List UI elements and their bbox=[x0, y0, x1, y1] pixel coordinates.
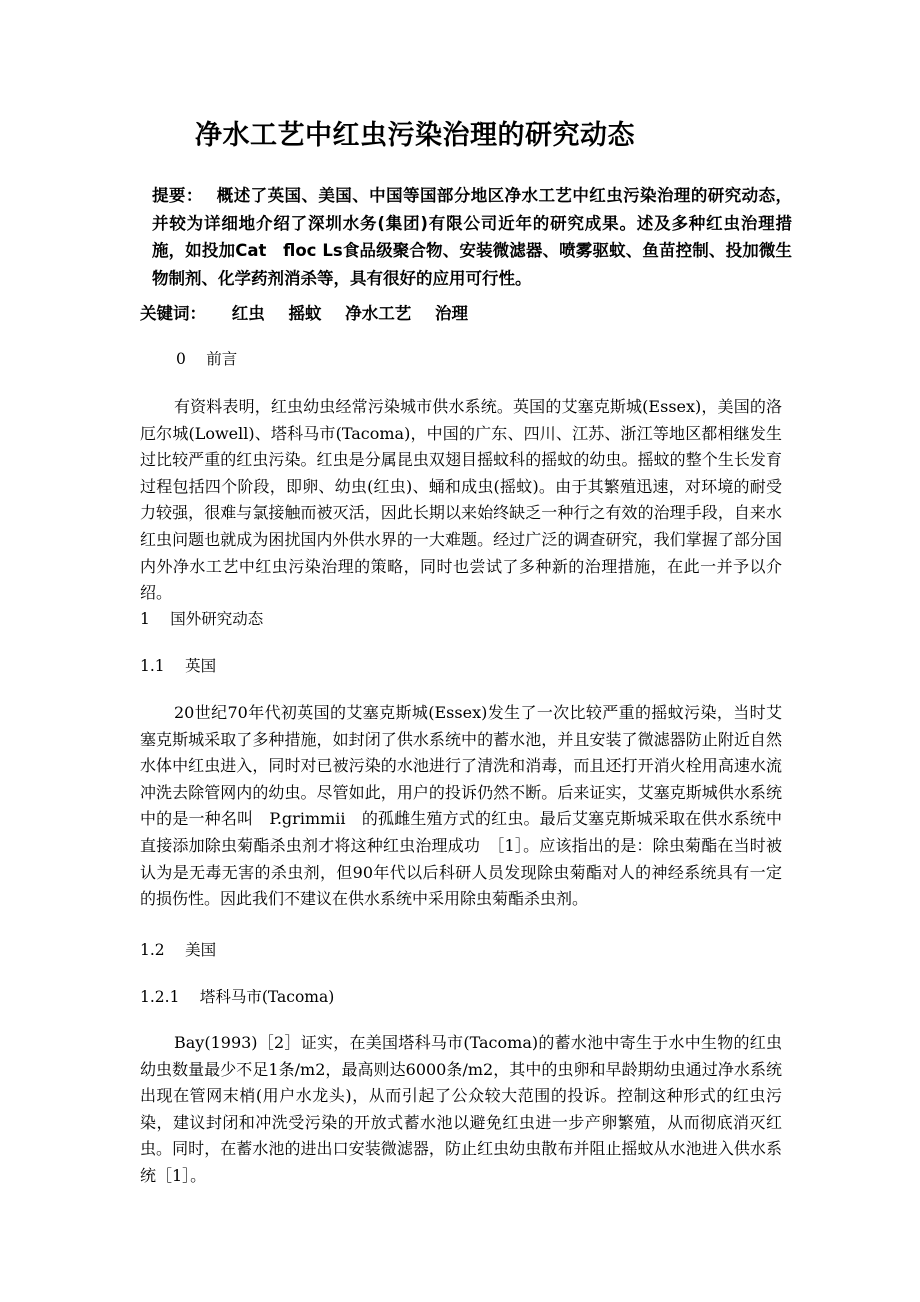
paragraph-preface: 有资料表明，红虫幼虫经常污染城市供水系统。英国的艾塞克斯城(Essex)，美国的洛厄尔城(Lowell)、塔科马市(Tacoma)，中国的广东、四川、江苏、浙江等地区都相继发生过比较严重的红虫污染。红虫是分属昆虫双翅目摇蚊科的摇蚊的幼虫。摇蚊的整个生长发育过程包括四个阶段，即卵、幼虫(红虫)、蛹和成虫(摇蚊)。由于其繁殖迅速，对环境的耐受力较强，很难与氯接触而被灭活，因此长期以来始终缺乏一种行之有效的治理手段，自来水红虫问题也就成为困扰国内外供水界的一大难题。经过广泛的调查研究，我们掌握了部分国内外净水工艺中红虫污染治理的策略，同时也尝试了多种新的治理措施，在此一并予以介绍。 bbox=[140, 397, 782, 603]
section-heading-usa: 1.2 美国 bbox=[140, 941, 217, 959]
abstract bbox=[152, 182, 792, 292]
keyword: 净水工艺 bbox=[345, 304, 412, 323]
abstract-text: 概述了英国、美国、中国等国部分地区净水工艺中红虫污染治理的研究动态，并较为详细地介绍了深圳水务(集团)有限公司近年的研究成果。述及多种红虫治理措施，如投加Cat floc Ls食品级聚合物、安装微滤器、喷雾驱蚊、鱼苗控制、投加微生物制剂、化学药剂消杀等，具有很好的应用可行性。 bbox=[152, 186, 793, 288]
keyword: 红虫 bbox=[231, 304, 265, 323]
abstract-label: 提要： bbox=[152, 186, 203, 205]
section-heading-foreign: 1 国外研究动态 bbox=[140, 610, 264, 628]
keywords bbox=[140, 300, 800, 328]
keyword: 摇蚊 bbox=[288, 304, 322, 323]
section-heading-tacoma: 1.2.1 塔科马市(Tacoma) bbox=[140, 988, 335, 1006]
keyword: 治理 bbox=[435, 304, 468, 323]
section-heading-uk: 1.1 英国 bbox=[140, 657, 217, 675]
document-title: 净水工艺中红虫污染治理的研究动态 bbox=[195, 120, 635, 151]
keywords-label: 关键词： bbox=[140, 304, 206, 323]
paragraph-tacoma: Bay(1993)［2］证实，在美国塔科马市(Tacoma)的蓄水池中寄生于水中生物的红虫幼虫数量最少不足1条/m2，最高则达6000条/m2，其中的虫卵和早龄期幼虫通过净水系统出现在管网末梢(用户水龙头)，从而引起了公众较大范围的投诉。控制这种形式的红虫污染，建议封闭和冲洗受污染的开放式蓄水池以避免红虫进一步产卵繁殖，从而彻底消灭红虫。同时，在蓄水池的进出口安装微滤器，防止红虫幼虫散布并阻止摇蚊从水池进入供水系统［1］。 bbox=[140, 1033, 782, 1185]
paragraph-uk: 20世纪70年代初英国的艾塞克斯城(Essex)发生了一次比较严重的摇蚊污染，当时艾塞克斯城采取了多种措施，如封闭了供水系统中的蓄水池，并且安装了微滤器防止附近自然水体中红虫进入，同时对已被污染的水池进行了清洗和消毒，而且还打开消火栓用高速水流冲洗去除管网内的幼虫。尽管如此，用户的投诉仍然不断。后来证实，艾塞克斯城供水系统中的是一种名叫 P.grimmii 的孤雌生殖方式的红虫。最后艾塞克斯城采取在供水系统中直接添加除虫菊酯杀虫剂才将这种红虫治理成功 ［1］。应该指出的是：除虫菊酯在当时被认为是无毒无害的杀虫剂，但90年代以后科研人员发现除虫菊酯对人的神经系统具有一定的损伤性。因此我们不建议在供水系统中采用除虫菊酯杀虫剂。 bbox=[140, 703, 782, 909]
section-heading-preface: 0 前言 bbox=[176, 350, 238, 368]
